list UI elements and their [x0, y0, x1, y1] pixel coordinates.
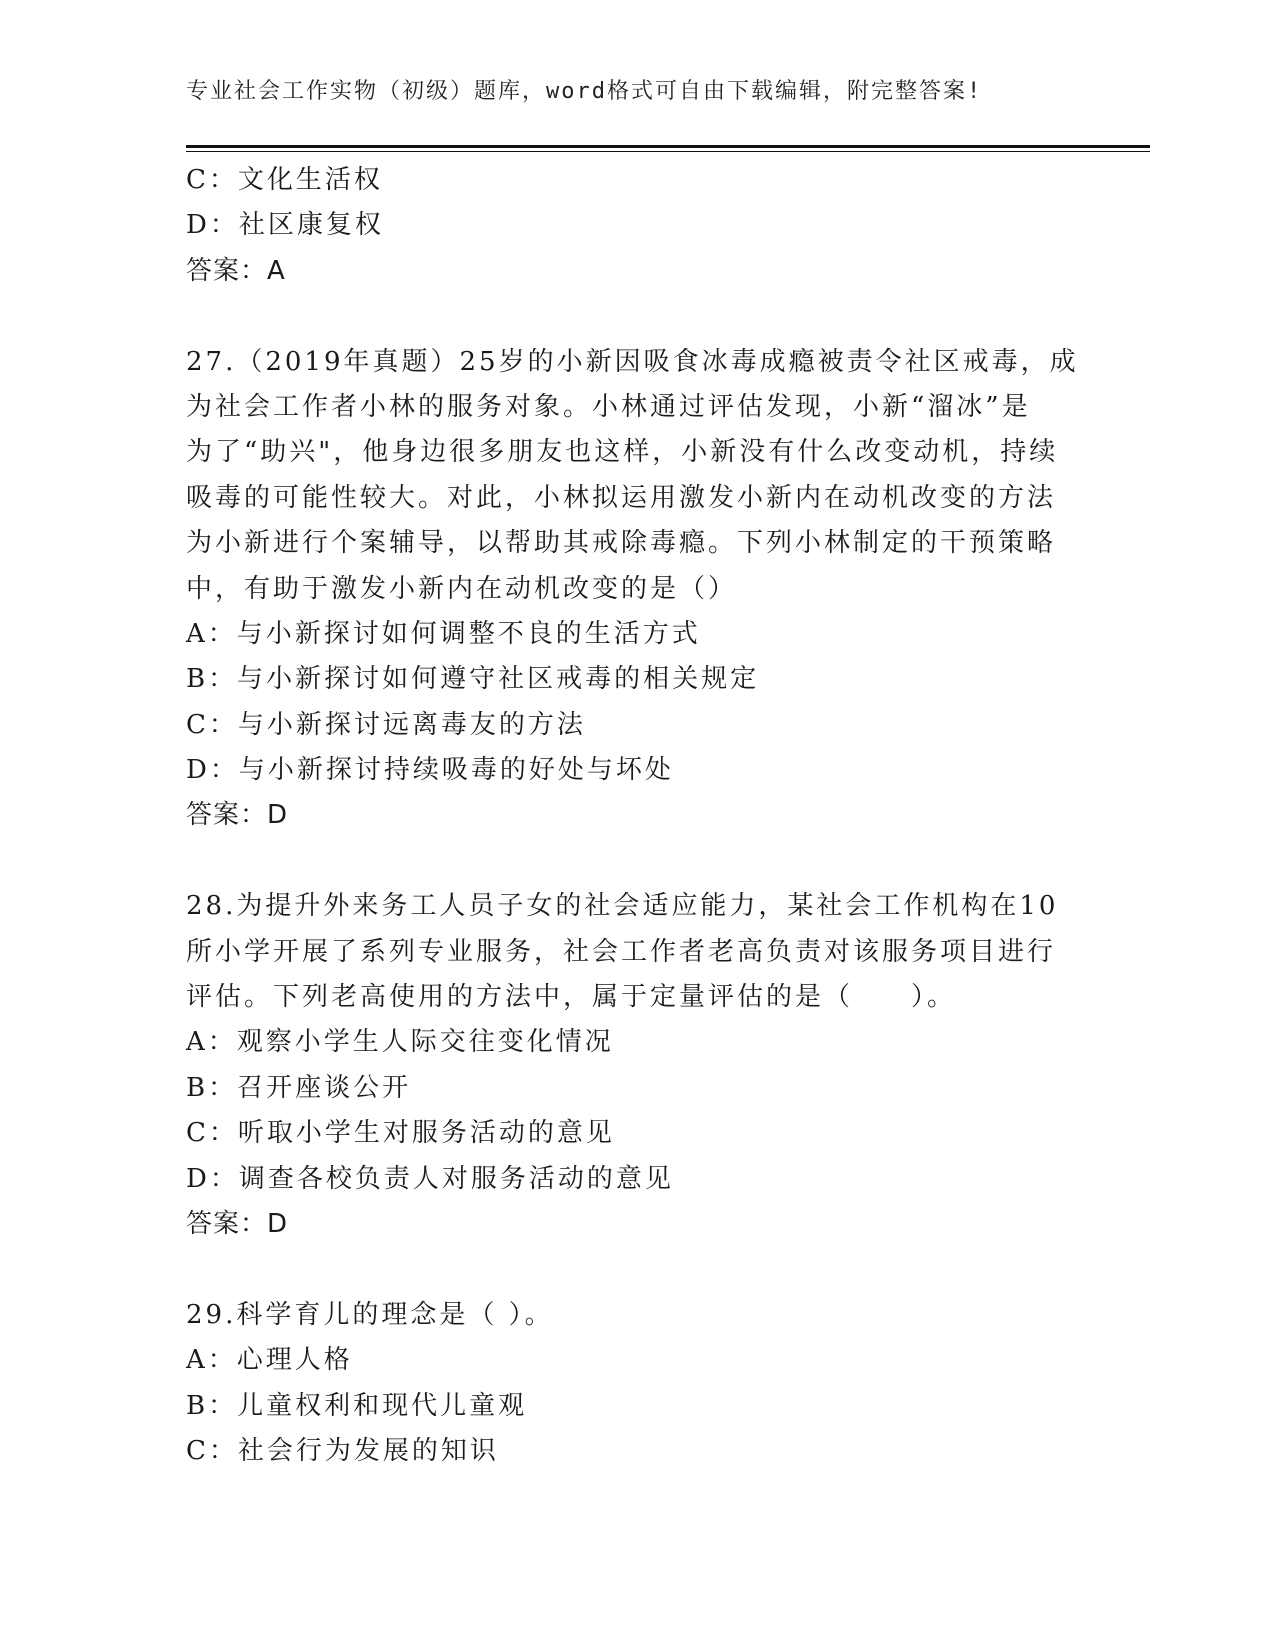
document-body: [186, 158, 1086, 1474]
q27-stem-line: 27.（2019年真题）25岁的小新因吸食冰毒成瘾被责令社区戒毒，成: [186, 346, 1079, 377]
q29-option-a: A：心理人格: [186, 1345, 353, 1376]
q28-stem-line: 所小学开展了系列专业服务，社会工作者老高负责对该服务项目进行: [186, 936, 1057, 967]
q27-stem-line: 为小新进行个案辅导，以帮助其戒除毒瘾。下列小林制定的干预策略: [186, 528, 1057, 559]
q27-option-c: C：与小新探讨远离毒友的方法: [186, 709, 586, 740]
q27-answer: 答案：D: [186, 800, 289, 831]
q29-option-b: B：儿童权利和现代儿童观: [186, 1390, 528, 1421]
q27-stem-line: 为社会工作者小林的服务对象。小林通过评估发现，小新“溜冰”是: [186, 391, 1031, 422]
q28-option-c: C：听取小学生对服务活动的意见: [186, 1118, 615, 1149]
q29-option-c: C：社会行为发展的知识: [186, 1435, 499, 1466]
q27-stem-line: 中，有助于激发小新内在动机改变的是（）: [186, 573, 738, 604]
q26-option-c: C：文化生活权: [186, 165, 383, 195]
q27-option-a: A：与小新探讨如何调整不良的生活方式: [186, 618, 701, 649]
q27-option-b: B：与小新探讨如何遵守社区戒毒的相关规定: [186, 664, 760, 695]
q28-option-a: A：观察小学生人际交往变化情况: [186, 1027, 614, 1058]
page-header: 专业社会工作实物（初级）题库，word格式可自由下载编辑，附完整答案!: [186, 79, 983, 104]
q28-option-d: D：调查各校负责人对服务活动的意见: [186, 1163, 674, 1194]
q27-stem-line: 为了“助兴"，他身边很多朋友也这样，小新没有什么改变动机，持续: [186, 437, 1059, 468]
q28-stem-line: 28.为提升外来务工人员子女的社会适应能力，某社会工作机构在10: [186, 891, 1059, 922]
q28-stem-line: 评估。下列老高使用的方法中，属于定量评估的是（ ）。: [186, 982, 957, 1013]
header-rule-thin: [186, 151, 1150, 152]
q28-answer: 答案：D: [186, 1208, 289, 1239]
header-rule-thick: [186, 145, 1150, 148]
q29-stem-line: 29.科学育儿的理念是（ ）。: [186, 1299, 554, 1330]
q28-option-b: B：召开座谈公开: [186, 1072, 412, 1103]
q27-option-d: D：与小新探讨持续吸毒的好处与坏处: [186, 755, 674, 786]
q26-option-d: D：社区康复权: [186, 210, 384, 241]
q26-answer: 答案：A: [186, 255, 286, 286]
q27-stem-line: 吸毒的可能性较大。对此，小林拟运用激发小新内在动机改变的方法: [186, 482, 1057, 513]
